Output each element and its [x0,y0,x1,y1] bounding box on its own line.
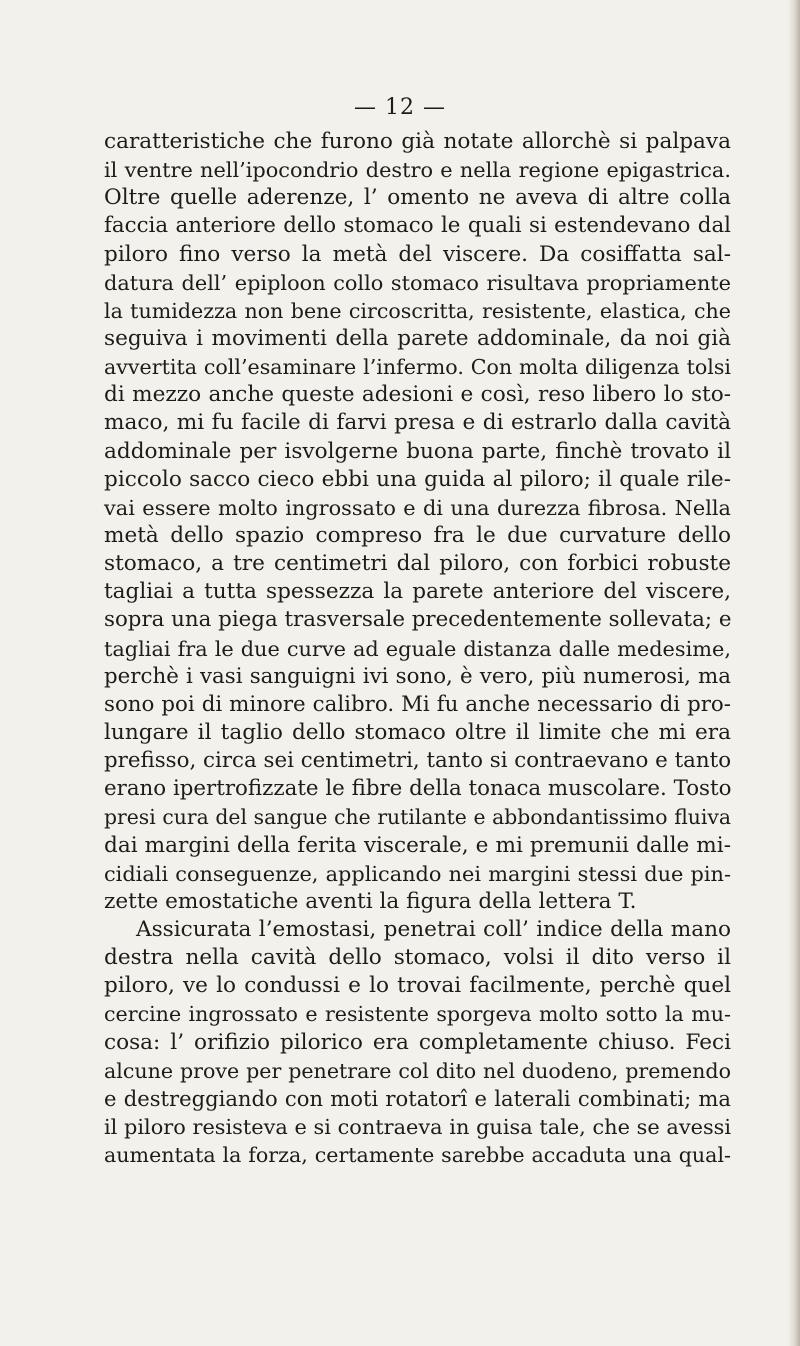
text-line: caratteristiche che furono già notate allorchè si palpava [104,129,731,154]
text-line: avvertita coll’esaminare l’infermo. Con molta diligenza tolsi [104,355,731,380]
text-line: erano ipertrofizzate le fibre della tonaca muscolare. Tosto [104,776,732,802]
text-line: il ventre nell’ipocondrio destro e nella regione epigastrica. [104,158,731,183]
text-line: piloro fino verso la metà del viscere. Da cosiffatta sal- [104,241,731,267]
text-line: cosa: l’ orifizio pilorico era completamente chiuso. Feci [104,1029,731,1055]
text-line: vai essere molto ingrossato e di una durezza fibrosa. Nella [104,495,731,520]
text-line: cercine ingrossato e resistente sporgeva molto sotto la mu- [104,1002,731,1027]
text-line: lungare il taglio dello stomaco oltre il limite che mi era [104,719,731,745]
text-line: sono poi di minore calibro. Mi fu anche necessario di pro- [104,691,731,717]
text-line: stomaco, a tre centimetri dal piloro, con forbici robuste [104,551,731,577]
text-line: e destreggiando con moti rotatorî e laterali combinati; ma [104,1085,731,1111]
text-line: addominale per isvolgerne buona parte, finchè trovato il [104,438,731,464]
text-line: sopra una piega trasversale precedentemente sollevata; e [104,607,732,633]
text-line: la tumidezza non bene circoscritta, resistente, elastica, che [104,298,731,323]
text-line: di mezzo anche queste adesioni e così, reso libero lo sto- [104,382,731,408]
text-line: il piloro resisteva e si contraeva in guisa tale, che se avessi [104,1114,731,1139]
text-line: faccia anteriore dello stomaco le quali si estendevano dal [104,213,731,239]
text-line: Assicurata l’emostasi, penetrai coll’ indice della mano [136,916,731,942]
text-line: alcune prove per penetrare col dito nel duodeno, premendo [104,1058,731,1083]
text-line: aumentata la forza, certamente sarebbe accaduta una qual- [104,1143,731,1168]
text-line: piccolo sacco cieco ebbi una guida al piloro; il quale rile- [104,466,731,492]
text-line: piloro, ve lo condussi e lo trovai facilmente, perchè quel [104,973,731,999]
text-line: maco, mi fu facile di farvi presa e di estrarlo dalla cavità [104,410,731,436]
text-line: dai margini della ferita viscerale, e mi premunii dalle mi- [104,832,731,858]
text-line: datura dell’ epiploon collo stomaco risultava propriamente [104,270,731,295]
body-text [104,128,731,1169]
text-line: tagliai fra le due curve ad eguale distanza dalle medesime, [104,636,731,661]
text-line: destra nella cavità dello stomaco, volsi il dito verso il [104,945,731,971]
page-edge-shadow [788,0,800,1346]
text-line: Oltre quelle aderenze, l’ omento ne aveva di altre colla [104,185,731,211]
text-line: metà dello spazio compreso fra le due curvature dello [104,522,731,548]
text-line: tagliai a tutta spessezza la parete anteriore del viscere, [104,579,731,605]
page-number: — 12 — [354,95,446,120]
text-line: presi cura del sangue che rutilante e abbondantissimo fluiva [104,805,731,830]
text-line: perchè i vasi sanguigni ivi sono, è vero, più numerosi, ma [104,663,731,689]
text-line: cidiali conseguenze, applicando nei margini stessi due pin- [104,861,731,886]
text-line: zette emostatiche aventi la figura della lettera T. [104,888,637,914]
text-line: prefisso, circa sei centimetri, tanto si contraevano e tanto [104,748,732,774]
text-line: seguiva i movimenti della parete addominale, da noi già [104,325,731,351]
